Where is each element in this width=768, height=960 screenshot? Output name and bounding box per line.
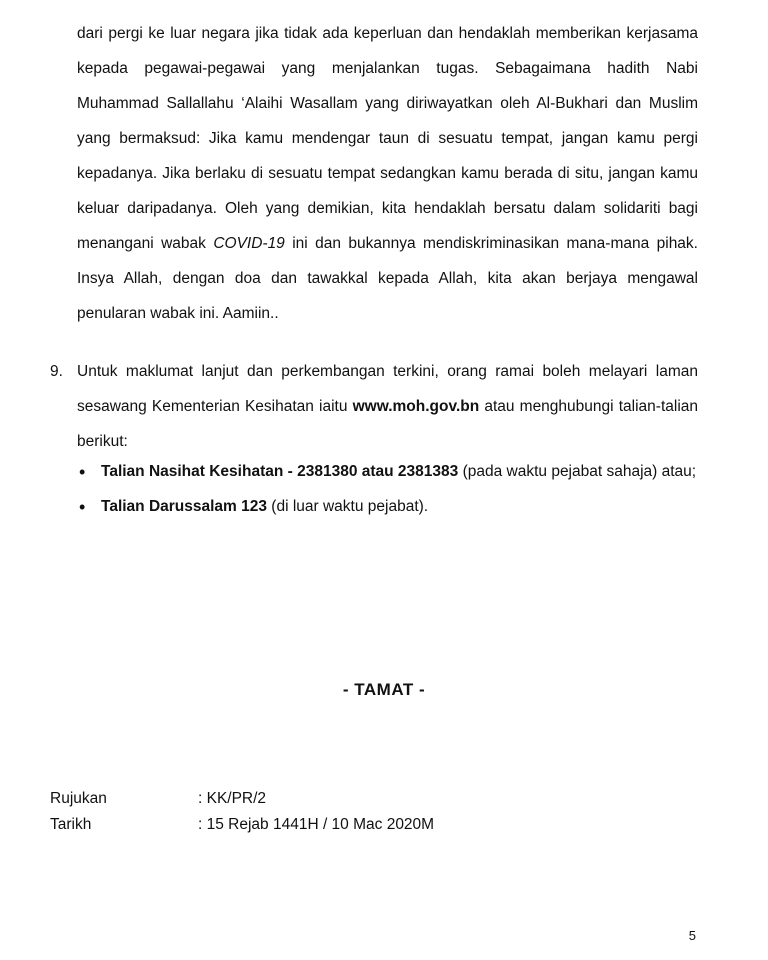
list-item <box>77 460 698 484</box>
rujukan-label: Rujukan <box>50 790 107 807</box>
list-item <box>77 495 698 519</box>
end-marker: - TAMAT - <box>342 680 426 699</box>
bullet-icon: • <box>79 497 86 517</box>
date-row <box>50 812 434 838</box>
hotline-note: (pada waktu pejabat sahaja) atau; <box>458 463 697 480</box>
website-link[interactable]: www.moh.gov.bn <box>352 398 480 415</box>
bullet-icon: • <box>79 462 86 482</box>
tarikh-label: Tarikh <box>50 816 92 833</box>
rujukan-value: : KK/PR/2 <box>198 790 267 807</box>
reference-block <box>50 786 434 838</box>
hotline-name: Talian Darussalam 123 <box>101 498 267 515</box>
hotline-note: (di luar waktu pejabat). <box>267 498 429 515</box>
hotline-name: Talian Nasihat Kesihatan - 2381380 atau 2381383 <box>101 463 459 480</box>
paragraph-text-a: dari pergi ke luar negara jika tidak ada keperluan dan hendaklah memberikan kerjasama kepada pegawai-pegawai yang menjalankan tugas. Sebagaimana hadith Nabi Muhammad Sallallahu ‘Alaihi Wasallam yang diriwayatkan oleh Al-Bukhari dan Muslim yang bermaksud: Jika kamu mendengar taun di sesuatu tempat, jangan kamu pergi kepadanya. Jika berlaku di sesuatu tempat sedangkan kamu berada di situ, jangan kamu keluar daripadanya. Oleh yang demikian, kita hendaklah bersatu dalam solidariti bagi menangani wabak <box>77 25 698 252</box>
tarikh-value: : 15 Rejab 1441H / 10 Mac 2020M <box>198 816 435 833</box>
item9-text-b: atau menghubungi talian-talian berikut: <box>77 398 699 450</box>
paragraph-continuation <box>77 16 698 331</box>
covid-term: COVID-19 <box>213 235 285 252</box>
paragraph-text-b: ini dan bukannya mendiskriminasikan mana-mana pihak. Insya Allah, dengan doa dan tawakkal kepada Allah, kita akan berjaya mengawal penularan wabak ini. Aamiin.. <box>77 235 698 322</box>
numbered-item-9 <box>50 354 699 459</box>
reference-row <box>50 786 434 812</box>
page-number: 5 <box>688 928 696 943</box>
hotline-list <box>77 460 698 530</box>
item9-text-a: Untuk maklumat lanjut dan perkembangan terkini, orang ramai boleh melayari laman sesawang Kementerian Kesihatan iaitu <box>77 363 698 415</box>
item-number: 9. <box>50 363 63 380</box>
